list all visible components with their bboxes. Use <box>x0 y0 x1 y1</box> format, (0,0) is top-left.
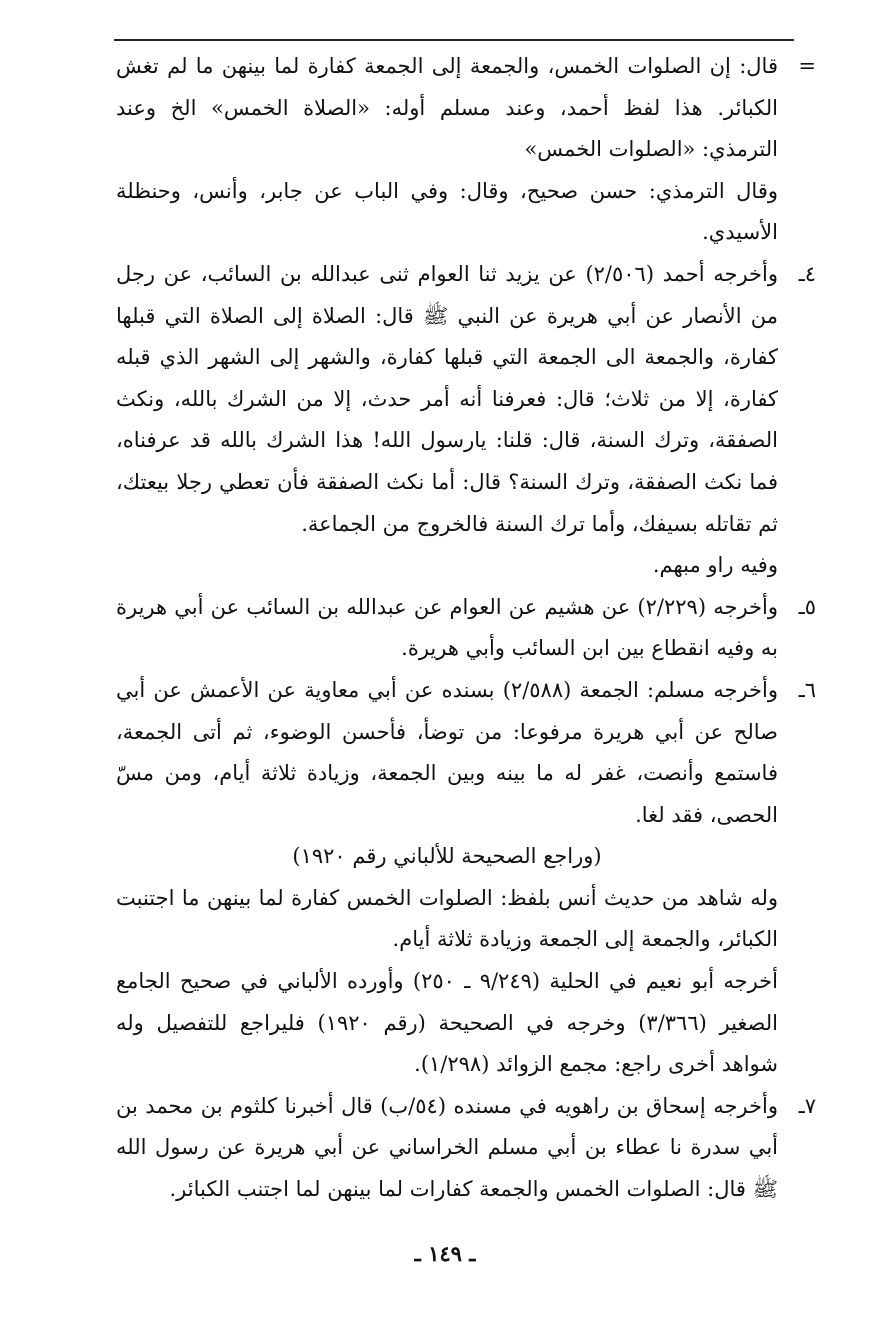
top-divider <box>114 39 794 41</box>
paragraph-text: وقال الترمذي: حسن صحيح، وقال: وفي الباب عن جابر، وأنس، وحنظلة الأسيدي. <box>116 178 778 245</box>
paragraph <box>116 961 816 1086</box>
footnote-marker: = <box>798 54 816 78</box>
footnote-marker: ٦ـ <box>798 677 816 702</box>
footnote-marker: ٥ـ <box>798 594 816 619</box>
paragraph <box>116 545 816 587</box>
footnote-continuation <box>116 46 816 171</box>
footnote-text: وأخرجه مسلم: الجمعة (٢/٥٨٨) بسنده عن أبي معاوية عن الأعمش عن أبي صالح عن أبي هريرة مرفوعا: من توضأ، فأحسن الوضوء، ثم أتى الجمعة، فاستمع وأنصت، غفر له ما بينه وبين الجمعة، وزيادة ثلاثة أيام، ومن مسّ الحصى، فقد لغا. <box>116 677 779 827</box>
footnotes-body <box>116 46 816 1211</box>
footnote-6 <box>116 670 816 836</box>
paragraph-text: أخرجه أبو نعيم في الحلية (٩/٢٤٩ ـ ٢٥٠) وأورده الألباني في صحيح الجامع الصغير (٣/٣٦٦) وخرجه في الصحيحة (رقم ١٩٢٠) فليراجع للتفصيل وله شواهد أخرى راجع: مجمع الزوائد (١/٢٩٨). <box>116 969 778 1077</box>
footnote-text: وأخرجه أحمد (٢/٥٠٦) عن يزيد ثنا العوام ثنى عبدالله بن السائب، عن رجل من الأنصار عن أبي هريرة عن النبي ﷺ قال: الصلاة إلى الصلاة التي قبلها كفارة، والجمعة الى الجمعة التي قبلها كفارة، والشهر إلى الشهر الذي قبله كفارة، إلا من ثلاث؛ قال: فعرفنا أنه أمر حدث، إلا من الشرك بالله، ونكث الصفقة، وترك السنة، قال: قلنا: يارسول الله! هذا الشرك بالله قد عرفناه، فما نكث الصفقة، وترك السنة؟ قال: أما نكث الصفقة فأن تعطي رجلا بيعتك، ثم تقاتله بسيفك، وأما ترك السنة فالخروج من الجماعة. <box>116 261 778 536</box>
footnote-marker: ٤ـ <box>798 261 816 286</box>
footnote-marker: ٧ـ <box>798 1093 816 1118</box>
page-number: ـ ١٤٩ ـ <box>414 1241 476 1266</box>
paragraph <box>116 878 816 961</box>
footnote-text: وأخرجه (٢/٢٢٩) عن هشيم عن العوام عن عبدالله بن السائب عن أبي هريرة به وفيه انقطاع بين ابن السائب وأبي هريرة. <box>116 594 778 661</box>
footnote-5 <box>116 587 816 670</box>
footnote-text: قال: إن الصلوات الخمس، والجمعة إلى الجمعة كفارة لما بينهن ما لم تغش الكبائر. هذا لفظ أحمد، وعند مسلم أوله: «الصلاة الخمس» الخ وعند الترمذي: «الصلوات الخمس» <box>116 54 778 162</box>
footnote-text: وأخرجه إسحاق بن راهويه في مسنده (٥٤/ب) قال أخبرنا كلثوم بن محمد بن أبي سدرة نا عطاء بن أبي مسلم الخراساني عن أبي هريرة عن رسول الله ﷺ قال: الصلوات الخمس والجمعة كفارات لما بينهن لما اجتنب الكبائر. <box>116 1093 778 1202</box>
paragraph-text: وله شاهد من حديث أنس بلفظ: الصلوات الخمس كفارة لما بينهن ما اجتنبت الكبائر، والجمعة إلى الجمعة وزيادة ثلاثة أيام. <box>116 885 778 952</box>
paragraph-text: وفيه راو مبهم. <box>652 553 778 578</box>
reference-text: (وراجع الصحيحة للألباني رقم ١٩٢٠) <box>292 844 602 869</box>
paragraph <box>116 171 816 254</box>
footnote-7 <box>116 1086 816 1211</box>
footnote-4 <box>116 254 816 545</box>
centered-reference <box>116 836 816 878</box>
